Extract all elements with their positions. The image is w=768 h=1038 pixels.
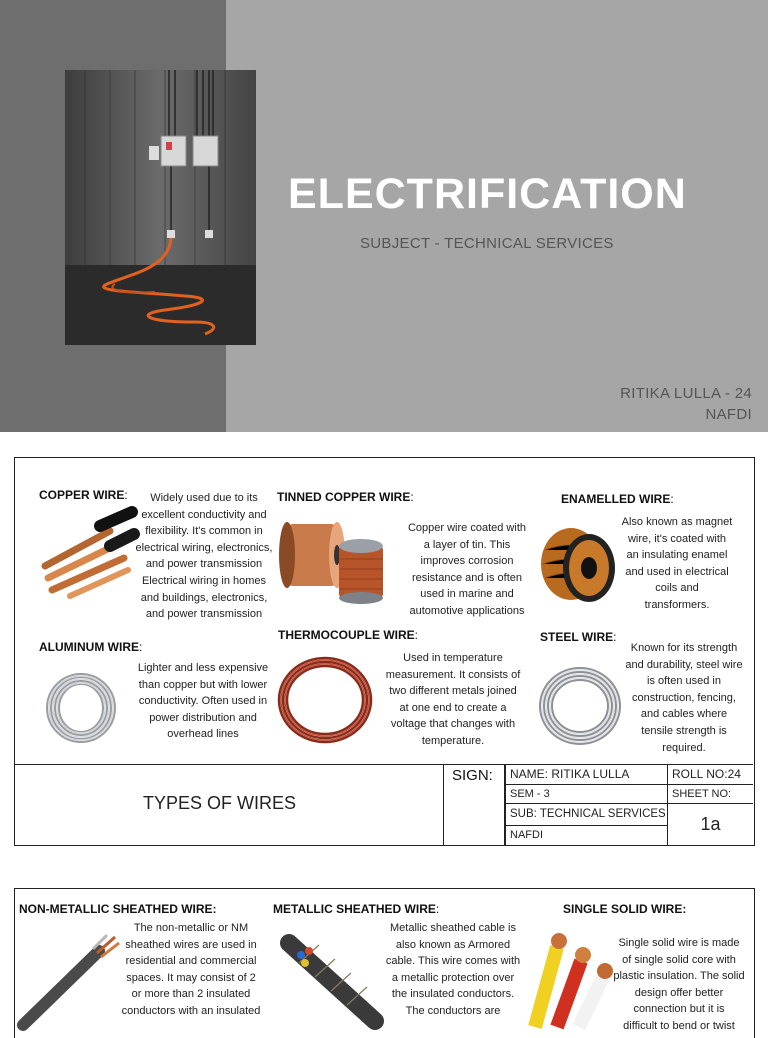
enamelled-wire-name: ENAMELLED WIRE (561, 492, 671, 506)
desc-line: wire, it's coated with (627, 532, 727, 545)
institute-cell: NAFDI (505, 826, 667, 845)
sheet-title: TYPES OF WIRES (143, 793, 297, 813)
metallic-sheathed-wire-name: METALLIC SHEATHED WIRE (273, 902, 436, 916)
metallic-sheathed-wire-image (279, 933, 383, 1030)
sheet-number: 1a (667, 804, 753, 845)
desc-line: at one end to create a (399, 701, 507, 714)
single-solid-wire-image (523, 927, 613, 1032)
desc-line: resistance and is often (411, 571, 523, 584)
tinned-copper-wire-label (277, 490, 414, 504)
desc-line: improves corrosion (420, 555, 514, 568)
desc-line: Known for its strength (630, 642, 738, 654)
title-block (15, 764, 753, 844)
cover-photo-electrical-panel (65, 70, 256, 345)
desc-line: used in marine and (420, 588, 514, 601)
metallic-sheathed-wire-colon: : (435, 902, 440, 916)
page-gap (0, 856, 768, 880)
desc-line: construction, fencing, (632, 691, 736, 704)
desc-line: than copper but with lower (138, 678, 268, 691)
sheet-types-of-wires (14, 457, 755, 846)
desc-line: excellent conductivity and (141, 508, 267, 521)
cover-title: ELECTRIFICATION (288, 170, 687, 218)
desc-line: and used in electrical (625, 565, 729, 578)
desc-line: and power transmission (145, 608, 263, 621)
aluminum-wire-colon: : (138, 640, 143, 654)
sign-label: SIGN: (452, 767, 493, 784)
desc-line: voltage that changes with (390, 718, 516, 731)
aluminum-wire-description (123, 660, 283, 743)
desc-line: electrical wiring, electronics, (135, 541, 273, 554)
tinned-copper-wire-name: TINNED COPPER WIRE (277, 490, 411, 504)
steel-wire-name: STEEL WIRE (540, 630, 614, 644)
desc-line: and buildings, electronics, (140, 591, 268, 604)
desc-line: coils and (655, 582, 699, 595)
desc-line: The conductors are (405, 1004, 501, 1017)
enamelled-wire-description (611, 514, 743, 614)
single-solid-wire-label: SINGLE SOLID WIRE: (563, 902, 687, 916)
cover-subtitle: SUBJECT - TECHNICAL SERVICES (360, 235, 614, 252)
copper-wire-colon: : (124, 488, 128, 502)
copper-wire-image (40, 506, 135, 606)
desc-line: Lighter and less expensive (137, 662, 269, 674)
sheet-no-label-cell: SHEET NO: (667, 785, 753, 804)
cover-page (0, 0, 768, 432)
subject-cell: SUB: TECHNICAL SERVICES (505, 804, 667, 826)
steel-wire-description (615, 640, 753, 756)
steel-wire-colon: : (613, 630, 617, 644)
desc-line: power distribution and (149, 711, 257, 724)
page-gap (0, 432, 768, 448)
sign-box (443, 765, 505, 845)
aluminum-wire-name: ALUMINUM WIRE (39, 640, 139, 654)
thermocouple-wire-colon: : (414, 628, 419, 642)
desc-line: required. (662, 741, 706, 754)
desc-line: spaces. It may consist of 2 (126, 971, 256, 984)
desc-line: a layer of tin. This (423, 538, 511, 551)
copper-wire-name: COPPER WIRE (39, 488, 125, 502)
desc-line: conductors with an insulated (121, 1004, 261, 1017)
desc-line: plastic insulation. The solid (613, 970, 745, 983)
desc-line: and power transmission (145, 558, 263, 571)
thermocouple-wire-name: THERMOCOUPLE WIRE (278, 628, 415, 642)
desc-line: sheathed wires are used in (125, 938, 257, 951)
desc-line: also known as Armored (395, 938, 511, 951)
desc-line: and durability, steel wire (625, 658, 743, 671)
metallic-sheathed-wire-label (273, 902, 439, 916)
desc-line: overhead lines (167, 728, 239, 741)
desc-line: conductivity. Often used in (138, 695, 268, 708)
desc-line: is often used in (647, 675, 721, 688)
name-cell: NAME: RITIKA LULLA (505, 765, 667, 785)
enamelled-wire-label (561, 492, 674, 506)
desc-line: Electrical wiring in homes (141, 574, 267, 587)
enamelled-wire-colon: : (670, 492, 674, 506)
thermocouple-wire-image (275, 654, 375, 751)
desc-line: of single solid core with (622, 953, 736, 966)
thermocouple-wire-description (373, 650, 533, 750)
desc-line: Metallic sheathed cable is (390, 922, 516, 934)
enamelled-wire-image (535, 520, 623, 617)
desc-line: tensile strength is (641, 724, 727, 737)
sem-cell: SEM - 3 (505, 785, 667, 804)
desc-line: design offer better (634, 986, 724, 999)
desc-line: difficult to bend or twist (623, 1019, 735, 1032)
aluminum-wire-label (39, 640, 142, 654)
desc-line: automotive applications (409, 604, 525, 617)
desc-line: connection but it is (633, 1003, 725, 1016)
tinned-copper-wire-image (277, 514, 395, 611)
author-name: RITIKA LULLA - 24 (620, 385, 752, 402)
sheet-types-of-wires-2 (14, 888, 755, 1038)
desc-line: or more than 2 insulated (131, 988, 251, 1001)
institute-name: NAFDI (705, 406, 752, 423)
desc-line: and cables where (640, 708, 728, 721)
desc-line: cable. This wire comes with (385, 955, 521, 968)
copper-wire-label (39, 488, 128, 502)
single-solid-wire-description (605, 935, 753, 1035)
desc-line: Widely used due to its (150, 492, 258, 504)
tinned-copper-wire-description (391, 520, 543, 620)
cover-author-block (620, 383, 752, 425)
metallic-sheathed-wire-description (373, 920, 533, 1020)
desc-line: measurement. It consists of (385, 668, 521, 681)
desc-line: temperature. (421, 734, 485, 747)
thermocouple-wire-label (278, 628, 418, 642)
desc-line: the insulated conductors. (391, 988, 515, 1001)
desc-line: a metallic protection over (391, 971, 515, 984)
copper-wire-description (129, 490, 279, 623)
tinned-copper-wire-colon: : (410, 490, 414, 504)
desc-line: Copper wire coated with (407, 522, 526, 534)
steel-wire-label (540, 630, 616, 644)
roll-no-cell: ROLL NO:24 (667, 765, 753, 785)
desc-line: Also known as magnet (621, 516, 733, 528)
desc-line: transformers. (644, 598, 710, 611)
desc-line: residential and commercial (125, 955, 257, 968)
desc-line: Used in temperature (403, 652, 503, 664)
nm-sheathed-wire-description (111, 920, 271, 1020)
nm-sheathed-wire-label: NON-METALLIC SHEATHED WIRE: (19, 902, 217, 916)
desc-line: The non-metallic or NM (133, 922, 249, 934)
steel-wire-image (537, 664, 623, 753)
desc-line: flexibility. It's common in (145, 525, 263, 538)
aluminum-wire-image (43, 668, 119, 753)
desc-line: Single solid wire is made (618, 937, 740, 949)
desc-line: two different metals joined (389, 685, 517, 698)
desc-line: an insulating enamel (626, 549, 728, 562)
